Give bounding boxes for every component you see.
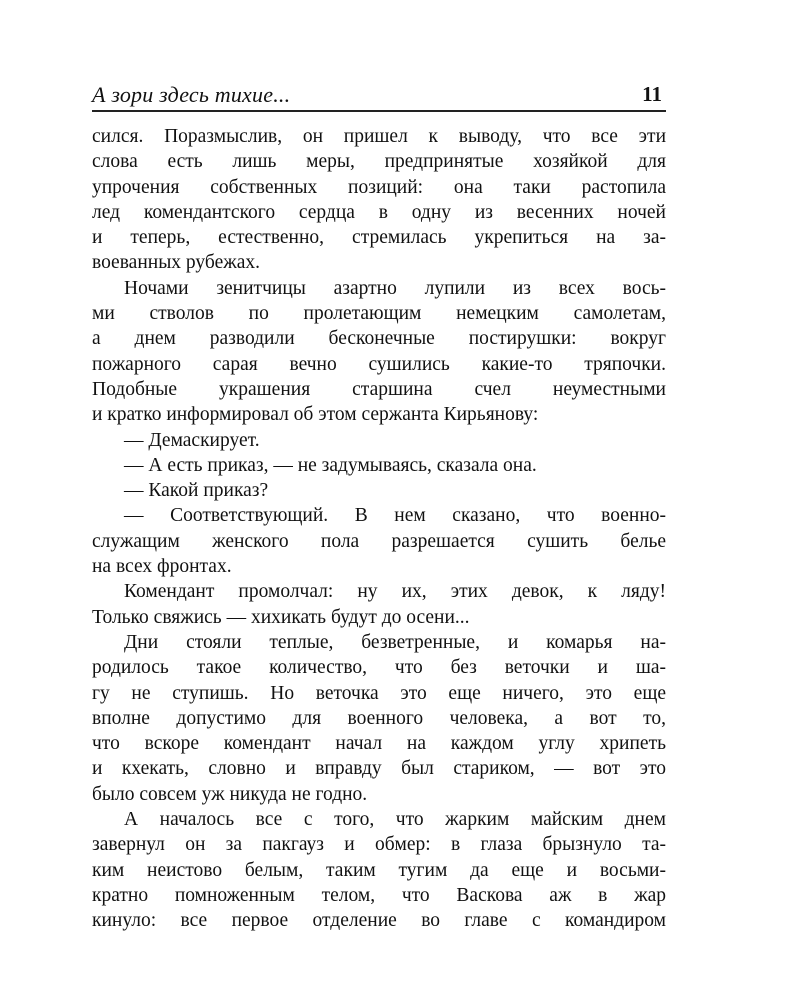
text-line: родилось такое количество, что без веточки и ша- — [92, 657, 666, 679]
text-line: упрочения собственных позиций: она таки растопила — [92, 176, 666, 198]
running-title: А зори здесь тихие... — [92, 82, 291, 107]
text-line: на всех фронтах. — [92, 556, 232, 578]
text-line: и кхекать, словно и вправду был стариком, — вот это — [92, 758, 666, 780]
text-line: сился. Поразмыслив, он пришел к выводу, что все эти — [92, 126, 666, 147]
page-header — [92, 80, 666, 112]
text-line: служащим женского пола разрешается сушить белье — [92, 530, 666, 552]
text-line: — Соответствующий. В нем сказано, что военно- — [124, 505, 666, 527]
text-line: что вскоре комендант начал на каждом углу хрипеть — [92, 733, 666, 755]
text-line: Ночами зенитчицы азартно лупили из всех вось- — [124, 277, 666, 299]
text-line: Комендант промолчал: ну их, этих девок, к ляду! — [124, 581, 666, 603]
text-line: Подобные украшения старшина счел неуместными — [92, 378, 666, 400]
page-number: 11 — [642, 82, 662, 106]
text-line: слова есть лишь меры, предпринятые хозяйкой для — [92, 151, 666, 173]
text-line: — А есть приказ, — не задумываясь, сказала она. — [124, 454, 537, 476]
text-line: гу не ступишь. Но веточка это еще ничего, это еще — [92, 682, 666, 704]
text-line: ким неистово белым, таким тугим да еще и восьми- — [92, 859, 666, 881]
text-line: — Какой приказ? — [124, 480, 269, 502]
body-text — [92, 124, 666, 934]
text-line: — Демаскирует. — [124, 429, 260, 451]
text-line: Дни стояли теплые, безветренные, и комарья на- — [124, 631, 666, 653]
text-line: пожарного сарая вечно сушились какие-то тряпочки. — [92, 353, 666, 375]
text-line: было совсем уж никуда не годно. — [92, 783, 368, 805]
text-line: а днем разводили бесконечные постирушки: вокруг — [92, 328, 666, 350]
text-line: А началось все с того, что жарким майским днем — [124, 809, 666, 831]
text-line: кратно помноженным телом, что Васкова аж в жар — [92, 884, 666, 906]
text-line: лед комендантского сердца в одну из весенних ночей — [92, 201, 666, 223]
text-line: и кратко информировал об этом сержанта Кирьянову: — [92, 404, 539, 426]
text-line: вполне допустимо для военного человека, а вот то, — [92, 707, 666, 729]
text-line: Только свяжись — хихикать будут до осени... — [92, 606, 470, 628]
text-line: воеванных рубежах. — [92, 252, 260, 274]
text-line: и теперь, естественно, стремилась укрепиться на за- — [92, 227, 666, 249]
text-line: кинуло: все первое отделение во главе с командиром — [92, 910, 666, 932]
text-line: завернул он за пакгауз и обмер: в глаза брызнуло та- — [92, 834, 666, 856]
book-page — [92, 80, 666, 934]
text-line: ми стволов по пролетающим немецким самолетам, — [92, 303, 666, 325]
